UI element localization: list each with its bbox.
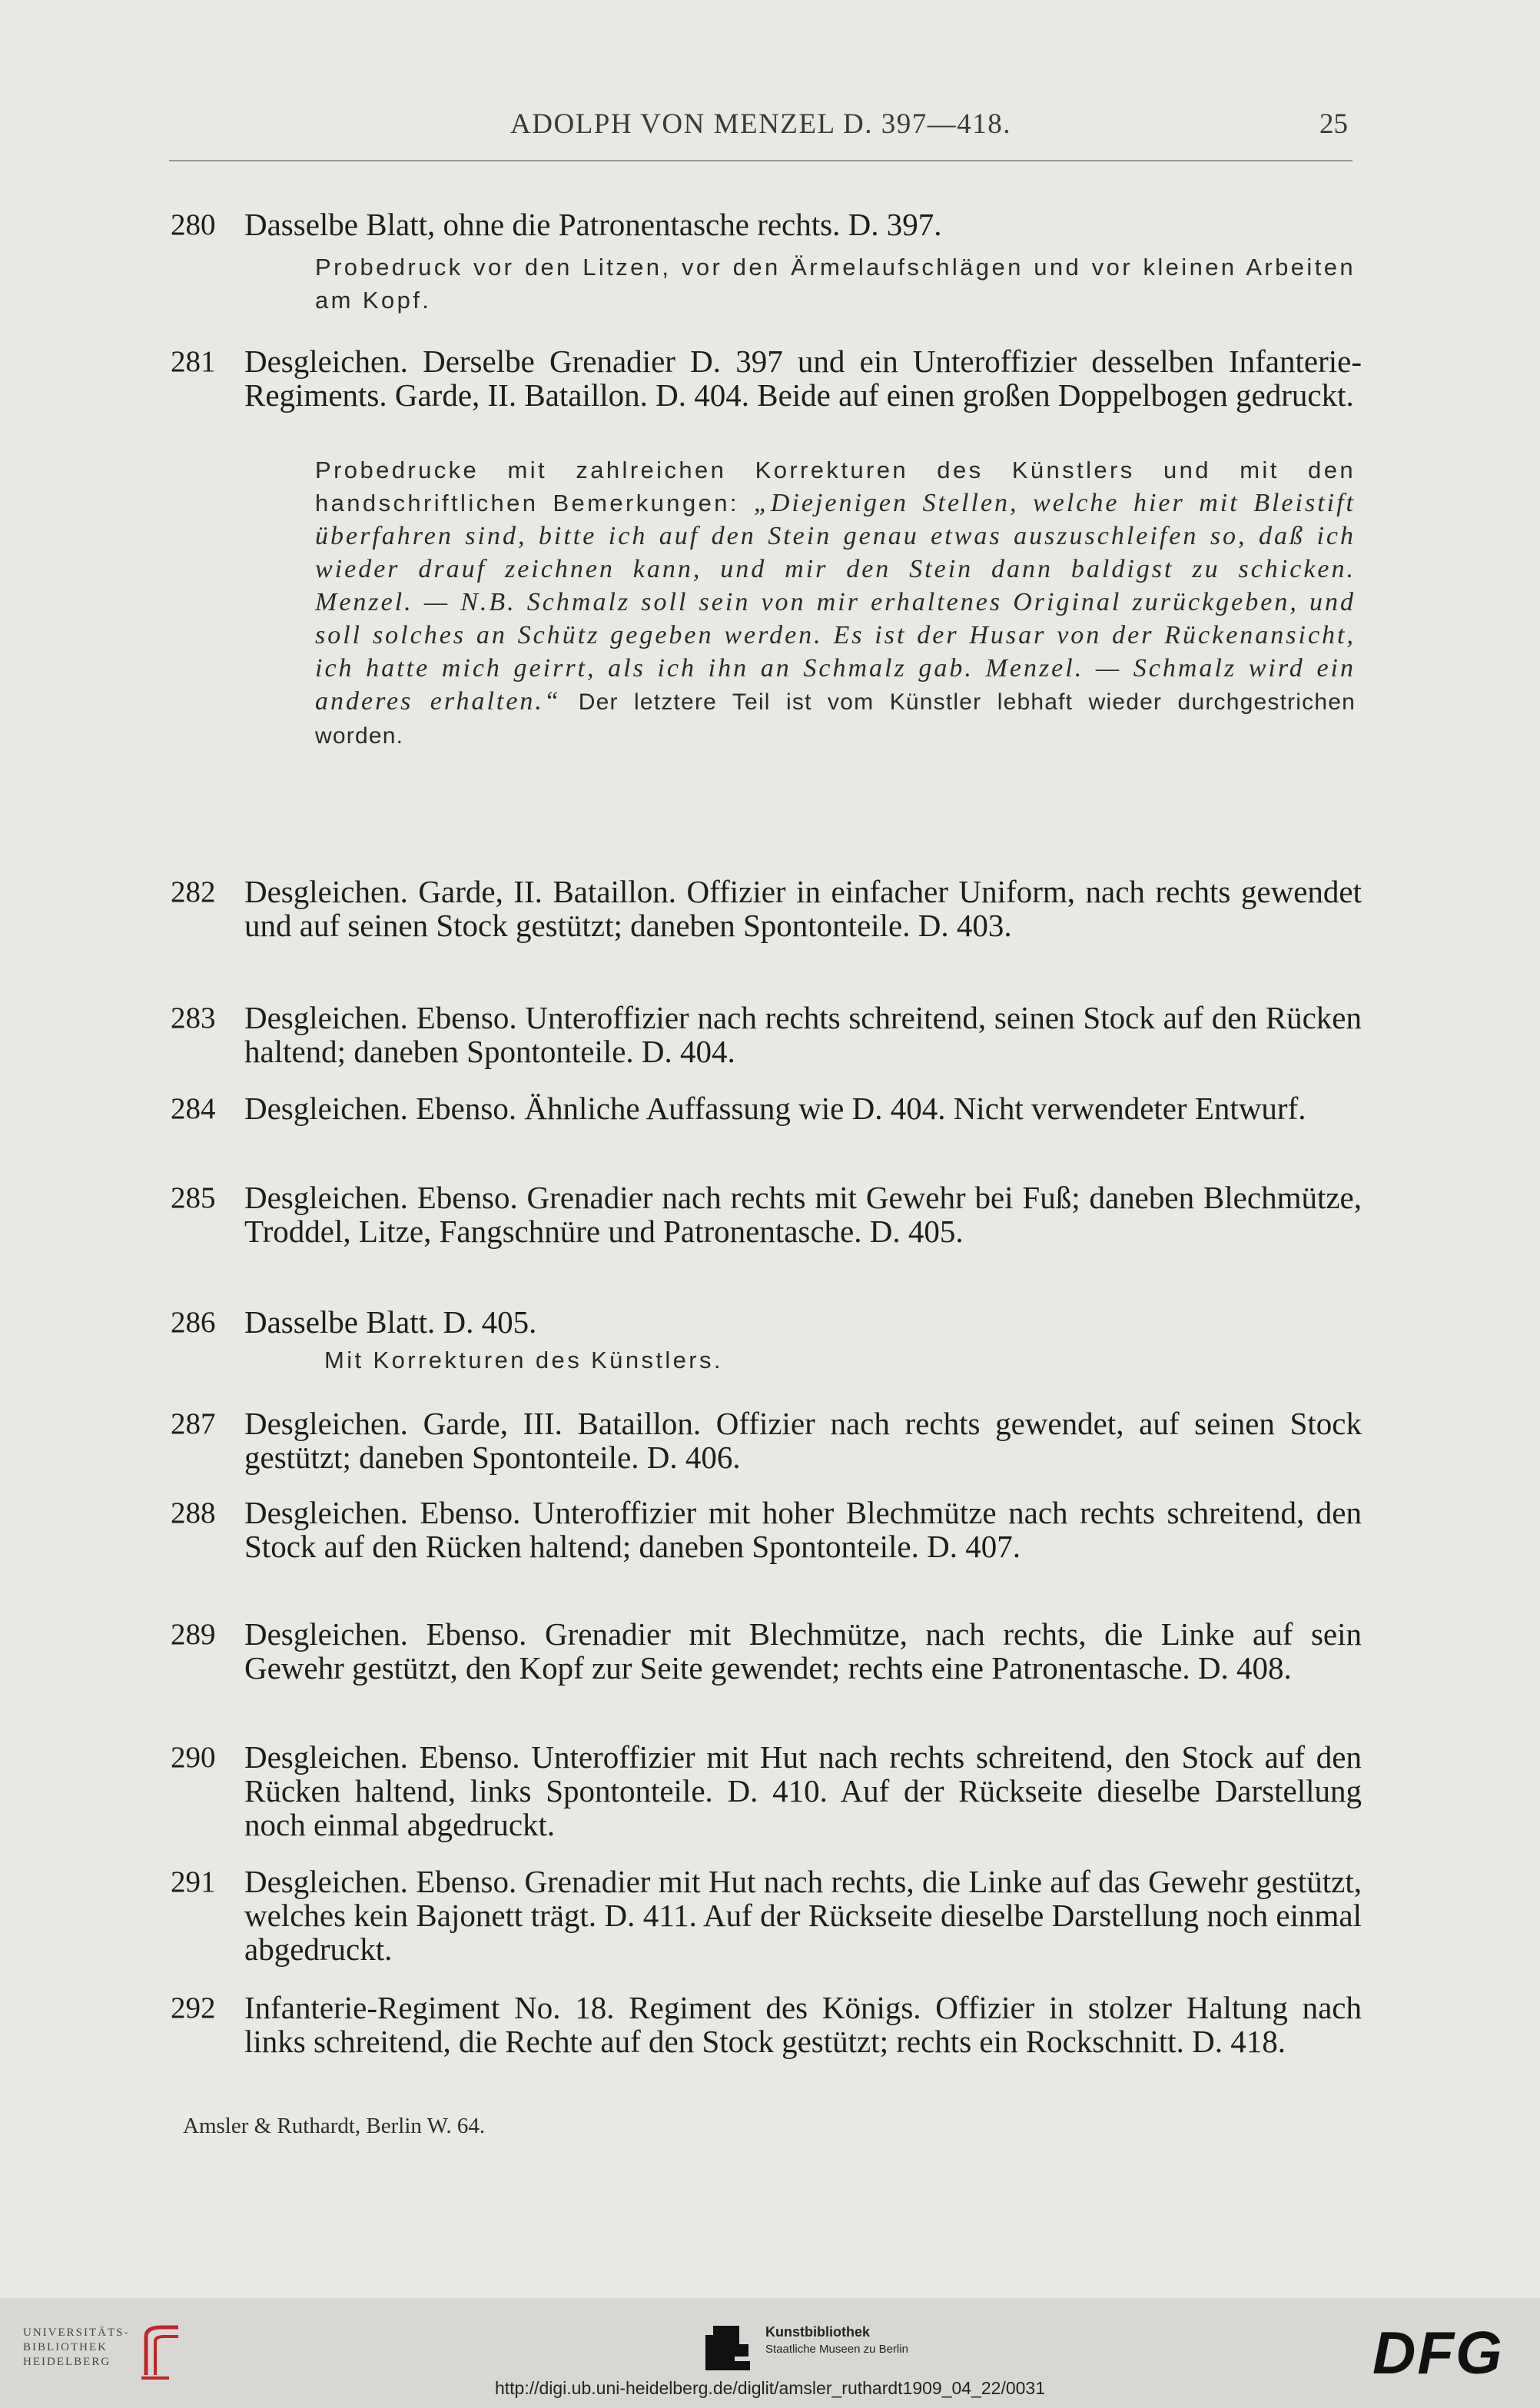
entry-number: 290 <box>171 1741 216 1774</box>
entry-number: 281 <box>171 345 216 378</box>
entry-number: 282 <box>171 875 216 908</box>
entry-text: Desgleichen. Ebenso. Grenadier mit Blechmütze, nach rechts, die Linke auf sein Gewehr gestützt, den Kopf zur Seite gewendet; rechts eine Patronentasche. D. 408. <box>244 1616 1362 1686</box>
dfg-logo[interactable]: DFG <box>1372 2319 1504 2386</box>
handwritten-remark-quote: „Diejenigen Stellen, welche hier mit Bleistift überfahren sind, bitte ich auf den Stein genau etwas auszuschleifen so, daß ich wieder drauf zeichnen kann, und mir den Stein dann baldigst zu schicken. Menzel. — N.B. Schmalz soll sein von mir erhaltenes Original zurückgeben, und soll solches an Schütz gegeben werden. Es ist der Husar von der Rückenansicht, ich hatte mich geirrt, als ich ihn an Schmalz gab. Menzel. — Schmalz wird ein anderes erhalten.“ <box>315 489 1356 716</box>
kunstbibliothek-title: Kunstbibliothek <box>765 2324 870 2340</box>
entry-text: Desgleichen. Ebenso. Ähnliche Auffassung wie D. 404. Nicht verwendeter Entwurf. <box>244 1091 1306 1126</box>
entry-text: Infanterie-Regiment No. 18. Regiment des Königs. Offizier in stolzer Haltung nach links schreitend, die Rechte auf den Stock gestützt; rechts ein Rockschnitt. D. 418. <box>244 1990 1362 2059</box>
kunstbibliothek-logo-icon[interactable] <box>704 2326 752 2370</box>
entry-note: Mit Korrekturen des Künstlers. <box>324 1347 723 1373</box>
entry-number: 284 <box>171 1092 216 1125</box>
university-line: BIBLIOTHEK <box>23 2341 108 2353</box>
kunstbibliothek-label[interactable] <box>765 2323 908 2358</box>
running-title: ADOLPH VON MENZEL D. 397—418. <box>510 108 1011 140</box>
entry-text: Dasselbe Blatt. D. 405. <box>244 1304 537 1340</box>
university-line: HEIDELBERG <box>23 2356 111 2368</box>
entry-text: Desgleichen. Ebenso. Unteroffizier nach rechts schreitend, seinen Stock auf den Rücken haltend; daneben Spontonteile. D. 404. <box>244 1000 1362 1069</box>
page-number: 25 <box>1319 108 1348 140</box>
entry-text: Desgleichen. Ebenso. Unteroffizier mit hoher Blechmütze nach rechts schreitend, den Stock auf den Rücken haltend; daneben Spontonteile. D. 407. <box>244 1495 1362 1564</box>
university-logo-icon[interactable] <box>138 2321 184 2383</box>
entry-number: 288 <box>171 1496 216 1529</box>
note-lead: Probedrucke mit zahlreichen Korrekturen des Künstlers und mit den handschriftlichen Bemerkungen: <box>315 457 1356 516</box>
note-tail: Der letztere Teil ist vom Künstler lebhaft wieder durchgestrichen worden. <box>315 689 1356 749</box>
entry-number: 292 <box>171 1991 216 2024</box>
digitization-footer <box>0 2298 1540 2408</box>
entry-text: Desgleichen. Garde, II. Bataillon. Offizier in einfacher Uniform, nach rechts gewendet und auf seinen Stock gestützt; daneben Spontonteile. D. 403. <box>244 874 1362 943</box>
permalink-url[interactable]: http://digi.ub.uni-heidelberg.de/diglit/amsler_ruthardt1909_04_22/0031 <box>494 2378 1046 2398</box>
entry-note <box>315 453 1356 752</box>
entry-text: Dasselbe Blatt, ohne die Patronentasche rechts. D. 397. <box>244 207 942 242</box>
running-header <box>169 108 1352 161</box>
entry-note: Probedruck vor den Litzen, vor den Ärmelaufschlägen und vor kleinen Arbeiten am Kopf. <box>315 254 1356 314</box>
entry-number: 286 <box>171 1306 216 1339</box>
entry-text: Desgleichen. Garde, III. Bataillon. Offizier nach rechts gewendet, auf seinen Stock gestützt; daneben Spontonteile. D. 406. <box>244 1406 1362 1475</box>
entry-text: Desgleichen. Ebenso. Grenadier mit Hut nach rechts, die Linke auf das Gewehr gestützt, welches kein Bajonett trägt. D. 411. Auf der Rückseite dieselbe Darstellung noch einmal abgedruckt. <box>244 1864 1362 1967</box>
university-line: UNIVERSITÄTS- <box>23 2327 130 2339</box>
university-library-label[interactable] <box>23 2326 130 2370</box>
entry-number: 283 <box>171 1001 216 1035</box>
entry-number: 289 <box>171 1618 216 1651</box>
entry-text: Desgleichen. Derselbe Grenadier D. 397 und ein Unteroffizier desselben Infanterie-Regiments. Garde, II. Bataillon. D. 404. Beide auf einen großen Doppelbogen gedruckt. <box>244 344 1362 413</box>
entry-number: 291 <box>171 1865 216 1898</box>
entry-text: Desgleichen. Ebenso. Unteroffizier mit Hut nach rechts schreitend, den Stock auf den Rücken haltend, links Spontonteile. D. 410. Auf der Rückseite dieselbe Darstellung noch einmal abgedruckt. <box>244 1739 1362 1842</box>
entry-number: 287 <box>171 1407 216 1440</box>
entry-number: 280 <box>171 208 216 241</box>
entry-text: Desgleichen. Ebenso. Grenadier nach rechts mit Gewehr bei Fuß; daneben Blechmütze, Troddel, Litze, Fangschnüre und Patronentasche. D. 405. <box>244 1180 1362 1249</box>
kunstbibliothek-subtitle: Staatliche Museen zu Berlin <box>765 2343 908 2356</box>
entry-number: 285 <box>171 1181 216 1214</box>
publisher-imprint: Amsler & Ruthardt, Berlin W. 64. <box>183 2114 486 2138</box>
